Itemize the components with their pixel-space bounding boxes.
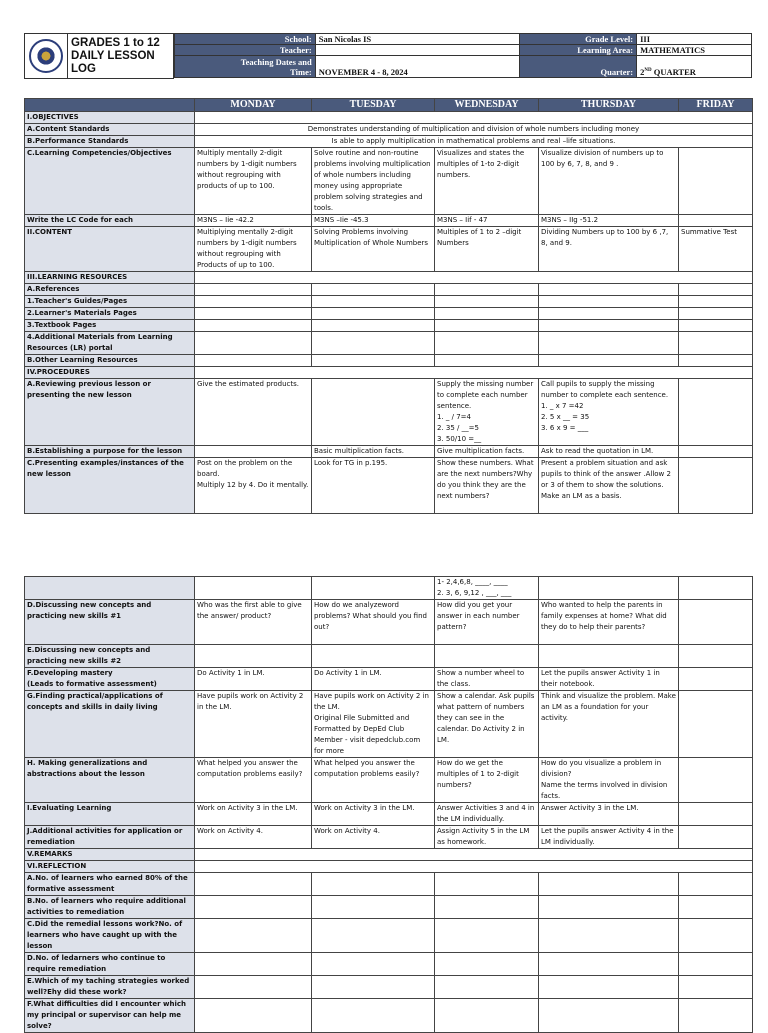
mastery-wednesday: Show a number wheel to the class. — [435, 668, 539, 691]
generalization-thursday: How do you visualize a problem in division? Name the terms involved in division facts. — [539, 758, 679, 803]
teachers-guide-label: 1.Teacher's Guides/Pages — [25, 296, 195, 308]
lc-code-monday: M3NS – Iie -42.2 — [195, 215, 312, 227]
teacher-value — [315, 45, 520, 56]
quarter-label: Quarter: — [520, 56, 637, 78]
mastery-thursday: Let the pupils answer Activity 1 in their notebook. — [539, 668, 679, 691]
discussing-2-label: E.Discussing new concepts and practicing new skills #2 — [25, 645, 195, 668]
mastery-tuesday: Do Activity 1 in LM. — [312, 668, 435, 691]
dates-label: Teaching Dates and Time: — [175, 56, 316, 78]
teacher-label: Teacher: — [175, 45, 316, 56]
finding-wednesday: Show a calendar. Ask pupils what pattern of numbers they can see in the calendar. Do Activity 2 in LM. — [435, 691, 539, 758]
content-wednesday: Multiples of 1 to 2 –digit Numbers — [435, 227, 539, 272]
review-wednesday: Supply the missing number to complete each number sentence. 1. _ / 7=4 2. 35 / __=5 3. 50/10 =__ — [435, 379, 539, 446]
evaluating-wednesday: Answer Activities 3 and 4 in the LM individually. — [435, 803, 539, 826]
additional-wednesday: Assign Activity 5 in the LM as homework. — [435, 826, 539, 849]
lc-code-label: Write the LC Code for each — [25, 215, 195, 227]
remarks-label: V.REMARKS — [25, 849, 195, 861]
performance-standards-text: Is able to apply multiplication in mathematical problems and real –life situations. — [195, 136, 753, 148]
references-label: A.References — [25, 284, 195, 296]
textbook-pages-label: 3.Textbook Pages — [25, 320, 195, 332]
discussing-1-label: D.Discussing new concepts and practicing new skills #1 — [25, 600, 195, 645]
lc-code-tuesday: M3NS –Iie -45.3 — [312, 215, 435, 227]
lesson-log-table-page-1 — [24, 98, 752, 514]
day-thursday: THURSDAY — [539, 99, 679, 112]
generalization-tuesday: What helped you answer the computation problems easily? — [312, 758, 435, 803]
finding-tuesday: Have pupils work on Activity 2 in the LM. Original File Submitted and Formatted by DepEd Club Member - visit depedclub.com for more — [312, 691, 435, 758]
presenting-label: C.Presenting examples/instances of the new lesson — [25, 458, 195, 514]
additional-activities-label: J.Additional activities for application or remediation — [25, 826, 195, 849]
grade-value: III — [637, 34, 752, 45]
evaluating-monday: Work on Activity 3 in the LM. — [195, 803, 312, 826]
mastery-label: F.Developing mastery (Leads to formative assessment) — [25, 668, 195, 691]
finding-label: G.Finding practical/applications of concepts and skills in daily living — [25, 691, 195, 758]
quarter-value: 2ND QUARTER — [637, 56, 752, 78]
purpose-thursday: Ask to read the quotation in LM. — [539, 446, 679, 458]
corner-cell — [25, 99, 195, 112]
content-standards-text: Demonstrates understanding of multiplication and division of whole numbers including money — [195, 124, 753, 136]
grade-label: Grade Level: — [520, 34, 637, 45]
competency-thursday: Visualize division of numbers up to 100 by 6, 7, 8, and 9 . — [539, 148, 679, 215]
number-pattern-continued: 1- 2,4,6,8, ____, ____ 2. 3, 6, 9,12 , ___, ___ — [435, 577, 539, 600]
area-label: Learning Area: — [520, 45, 637, 56]
discussing-1-monday: Who was the first able to give the answer/ product? — [195, 600, 312, 645]
title-line-2: DAILY LESSON — [71, 50, 155, 62]
content-standards-label: A.Content Standards — [25, 124, 195, 136]
school-value: San Nicolas IS — [315, 34, 520, 45]
presenting-wednesday: Show these numbers. What are the next numbers?Why do you think they are the next numbers? — [435, 458, 539, 514]
day-wednesday: WEDNESDAY — [435, 99, 539, 112]
presenting-monday: Post on the problem on the board. Multiply 12 by 4. Do it mentally. — [195, 458, 312, 514]
dates-value: NOVEMBER 4 - 8, 2024 — [315, 56, 520, 78]
competency-wednesday: Visualizes and states the multiples of 1-to 2-digit numbers. — [435, 148, 539, 215]
document-title — [68, 33, 174, 79]
generalization-label: H. Making generalizations and abstractions about the lesson — [25, 758, 195, 803]
reflection-e-label: E.Which of my taching strategies worked well?Ehy did these work? — [25, 976, 195, 999]
reflection-c-label: C.Did the remedial lessons work?No. of learners who have caught up with the lesson — [25, 919, 195, 953]
lesson-log-table-page-2 — [24, 576, 752, 1033]
presenting-thursday: Present a problem situation and ask pupils to think of the answer .Allow 2 or 3 of them to show the solutions. Make an LM as a basis. — [539, 458, 679, 514]
generalization-monday: What helped you answer the computation problems easily? — [195, 758, 312, 803]
reflection-f-label: F.What difficulties did I encounter which my principal or supervisor can help me solve? — [25, 999, 195, 1033]
discussing-1-thursday: Who wanted to help the parents in family expenses at home? What did they do to help their parents? — [539, 600, 679, 645]
reflection-d-label: D.No. of ledarners who continue to require remediation — [25, 953, 195, 976]
generalization-wednesday: How do we get the multiples of 1 to 2-digit numbers? — [435, 758, 539, 803]
learners-materials-label: 2.Learner's Materials Pages — [25, 308, 195, 320]
purpose-wednesday: Give multiplication facts. — [435, 446, 539, 458]
lc-code-thursday: M3NS – IIg -51.2 — [539, 215, 679, 227]
reflection-b-label: B.No. of learners who require additional activities to remediation — [25, 896, 195, 919]
title-line-3: LOG — [71, 63, 96, 75]
evaluating-tuesday: Work on Activity 3 in the LM. — [312, 803, 435, 826]
discussing-1-tuesday: How do we analyzeword problems? What should you find out? — [312, 600, 435, 645]
presenting-tuesday: Look for TG in p.195. — [312, 458, 435, 514]
day-monday: MONDAY — [195, 99, 312, 112]
content-friday: Summative Test — [679, 227, 753, 272]
additional-thursday: Let the pupils answer Activity 4 in the LM individually. — [539, 826, 679, 849]
reflection-label: VI.REFLECTION — [25, 861, 195, 873]
content-label: II.CONTENT — [25, 227, 195, 272]
purpose-label: B.Establishing a purpose for the lesson — [25, 446, 195, 458]
header — [24, 33, 752, 79]
seal-icon — [29, 39, 63, 73]
mastery-monday: Do Activity 1 in LM. — [195, 668, 312, 691]
objectives-label: I.OBJECTIVES — [25, 112, 195, 124]
day-tuesday: TUESDAY — [312, 99, 435, 112]
day-friday: FRIDAY — [679, 99, 753, 112]
other-resources-label: B.Other Learning Resources — [25, 355, 195, 367]
evaluating-label: I.Evaluating Learning — [25, 803, 195, 826]
title-line-1: GRADES 1 to 12 — [71, 37, 160, 49]
evaluating-thursday: Answer Activity 3 in the LM. — [539, 803, 679, 826]
finding-monday: Have pupils work on Activity 2 in the LM. — [195, 691, 312, 758]
procedures-label: IV.PROCEDURES — [25, 367, 195, 379]
review-label: A.Reviewing previous lesson or presenting the new lesson — [25, 379, 195, 446]
performance-standards-label: B.Performance Standards — [25, 136, 195, 148]
area-value: MATHEMATICS — [637, 45, 752, 56]
school-label: School: — [175, 34, 316, 45]
learning-resources-label: III.LEARNING RESOURCES — [25, 272, 195, 284]
lc-code-wednesday: M3NS – Iif - 47 — [435, 215, 539, 227]
content-monday: Multiplying mentally 2-digit numbers by 1-digit numbers without regrouping with Products of up to 100. — [195, 227, 312, 272]
additional-materials-label: 4.Additional Materials from Learning Resources (LR) portal — [25, 332, 195, 355]
competency-tuesday: Solve routine and non-routine problems involving multiplication of whole numbers including money using appropriate problem solving strategies and tools. — [312, 148, 435, 215]
finding-thursday: Think and visualize the problem. Make an LM as a foundation for your activity. — [539, 691, 679, 758]
additional-monday: Work on Activity 4. — [195, 826, 312, 849]
content-tuesday: Solving Problems involving Multiplication of Whole Numbers — [312, 227, 435, 272]
competencies-label: C.Learning Competencies/Objectives — [25, 148, 195, 215]
additional-tuesday: Work on Activity 4. — [312, 826, 435, 849]
review-monday: Give the estimated products. — [195, 379, 312, 446]
purpose-tuesday: Basic multiplication facts. — [312, 446, 435, 458]
header-info-table — [174, 33, 752, 78]
content-thursday: Dividing Numbers up to 100 by 6 ,7, 8, and 9. — [539, 227, 679, 272]
deped-seal-logo — [24, 33, 68, 79]
competency-monday: Multiply mentally 2-digit numbers by 1-digit numbers without regrouping with products of up to 100. — [195, 148, 312, 215]
reflection-a-label: A.No. of learners who earned 80% of the formative assessment — [25, 873, 195, 896]
review-thursday: Call pupils to supply the missing number to complete each sentence. 1. _ x 7 =42 2. 5 x __ = 35 3. 6 x 9 = ___ — [539, 379, 679, 446]
discussing-1-wednesday: How did you get your answer in each number pattern? — [435, 600, 539, 645]
